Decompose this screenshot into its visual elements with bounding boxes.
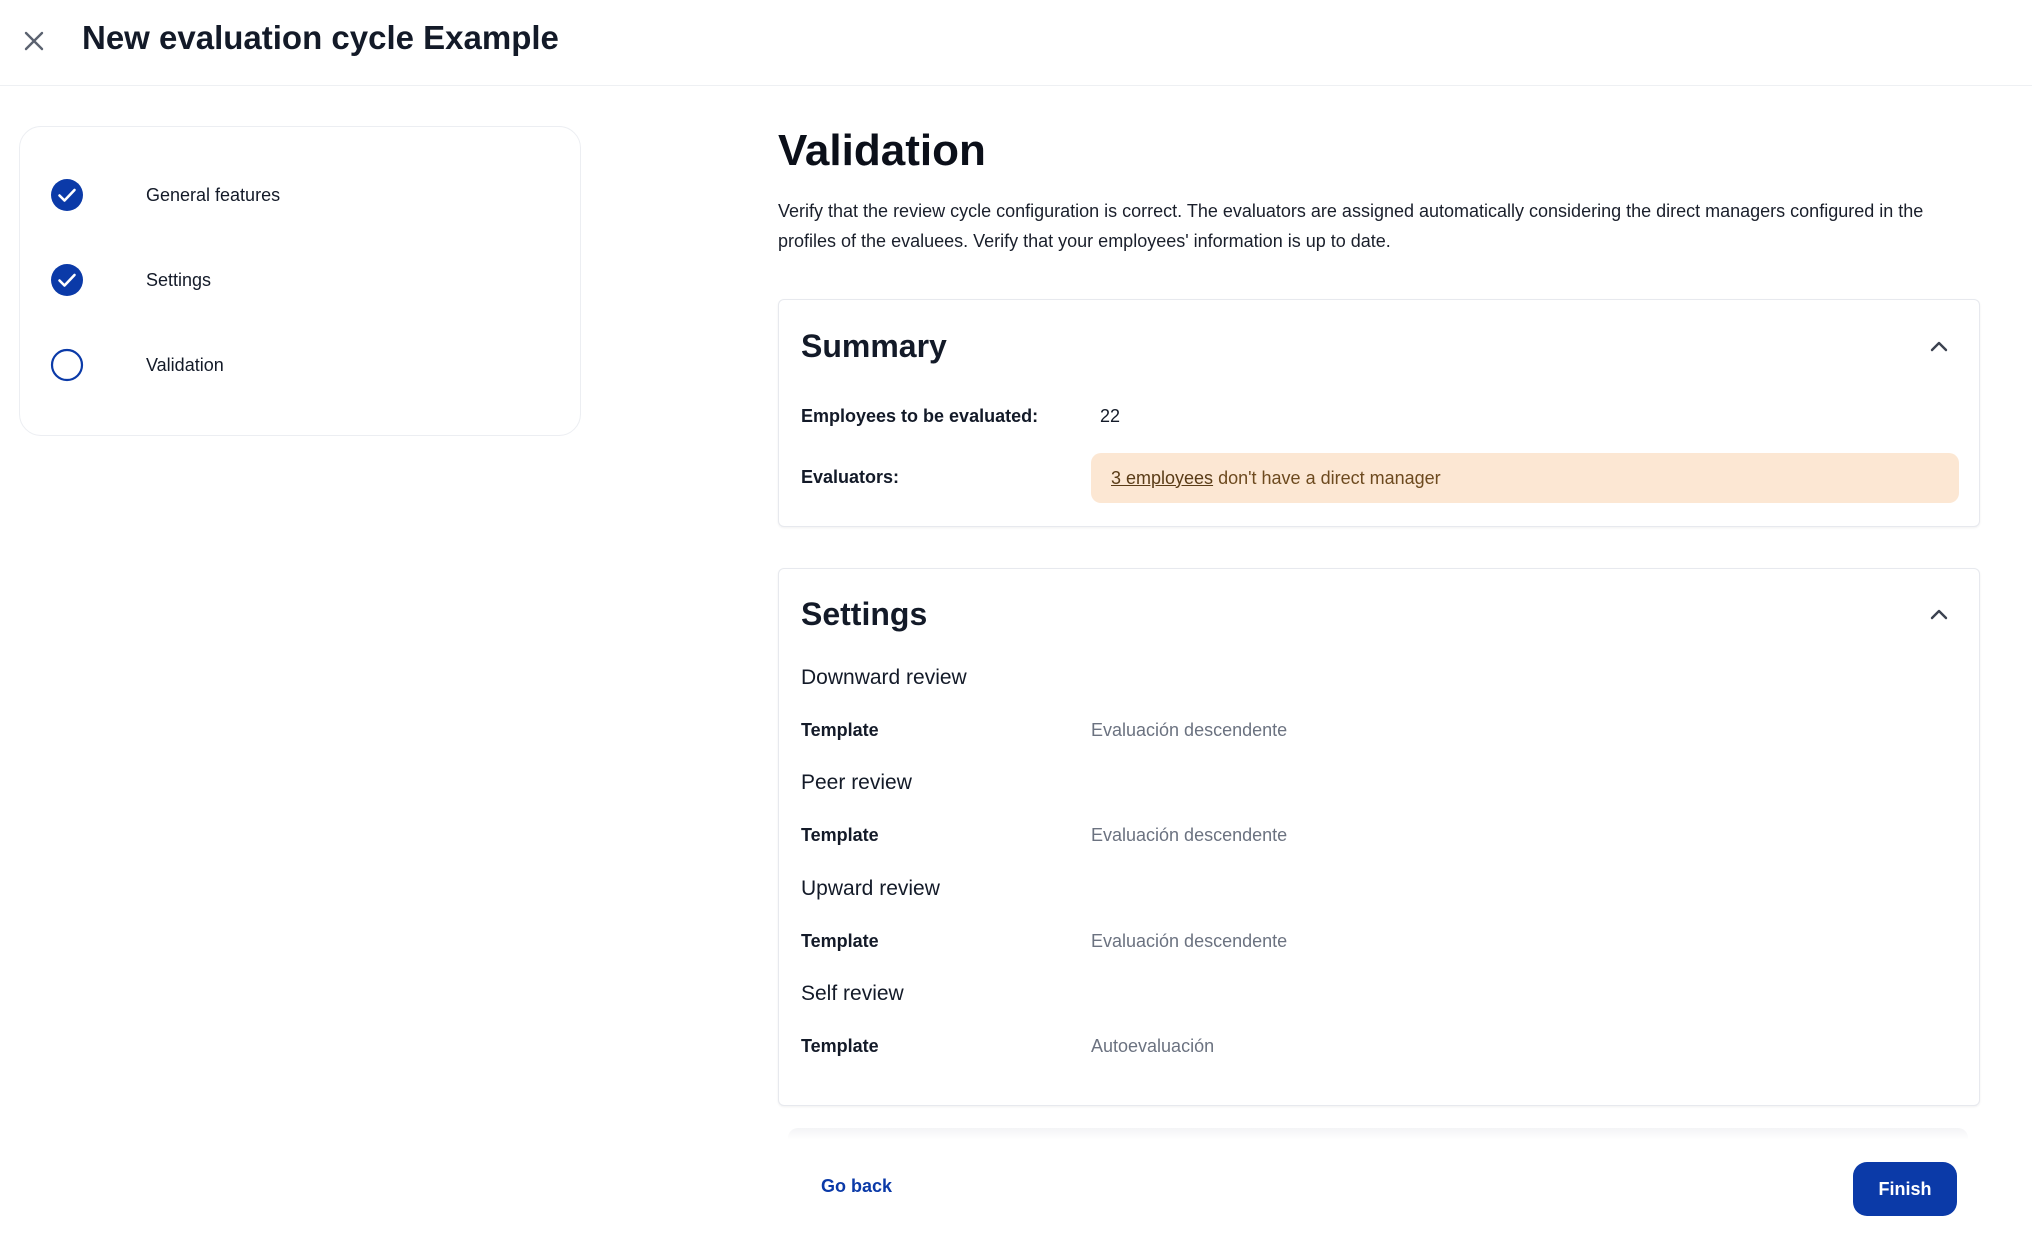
settings-title: Settings <box>801 596 928 632</box>
downward-review-title: Downward review <box>801 666 967 689</box>
self-review-title: Self review <box>801 982 904 1005</box>
step-label: General features <box>146 184 281 205</box>
step-settings[interactable] <box>50 260 530 300</box>
chevron-up-icon[interactable] <box>1923 330 1955 362</box>
template-label: Template <box>801 825 879 845</box>
settings-card <box>778 568 1980 1106</box>
warning-text: don't have a direct manager <box>1218 467 1441 488</box>
close-icon[interactable] <box>14 21 54 61</box>
template-label: Template <box>801 1036 879 1056</box>
upward-review-title: Upward review <box>801 877 940 900</box>
check-circle-icon <box>50 263 84 297</box>
page-title: New evaluation cycle Example <box>82 19 559 56</box>
template-value: Evaluación descendente <box>1091 931 1288 951</box>
template-label: Template <box>801 720 879 740</box>
scroll-fade <box>788 1128 1968 1140</box>
step-general-features[interactable] <box>50 175 530 215</box>
empty-circle-icon <box>50 348 84 382</box>
chevron-up-icon[interactable] <box>1923 598 1955 630</box>
summary-card <box>778 299 1980 527</box>
template-value: Evaluación descendente <box>1091 720 1288 740</box>
employees-label: Employees to be evaluated: <box>801 406 1039 426</box>
employees-count: 22 <box>1100 406 1121 426</box>
stepper <box>19 126 581 436</box>
check-circle-icon <box>50 178 84 212</box>
peer-review-title: Peer review <box>801 771 912 794</box>
template-value: Autoevaluación <box>1091 1036 1215 1056</box>
evaluators-label: Evaluators: <box>801 467 900 487</box>
go-back-button[interactable]: Go back <box>821 1176 893 1196</box>
step-validation[interactable] <box>50 345 530 385</box>
top-bar <box>0 0 2032 86</box>
template-label: Template <box>801 931 879 951</box>
employees-without-manager-link[interactable]: 3 employees <box>1111 467 1214 488</box>
summary-title: Summary <box>801 328 947 364</box>
step-label: Settings <box>146 269 212 290</box>
section-description: Verify that the review cycle configuration is correct. The evaluators are assigned automatically considering the direct managers configured in the profiles of the evaluees. Verify that your employees' information is up to date. <box>778 201 1924 251</box>
step-label: Validation <box>146 354 224 375</box>
template-value: Evaluación descendente <box>1091 825 1288 845</box>
evaluators-warning <box>1091 453 1959 503</box>
finish-button[interactable]: Finish <box>1853 1162 1957 1216</box>
section-title: Validation <box>778 126 986 175</box>
